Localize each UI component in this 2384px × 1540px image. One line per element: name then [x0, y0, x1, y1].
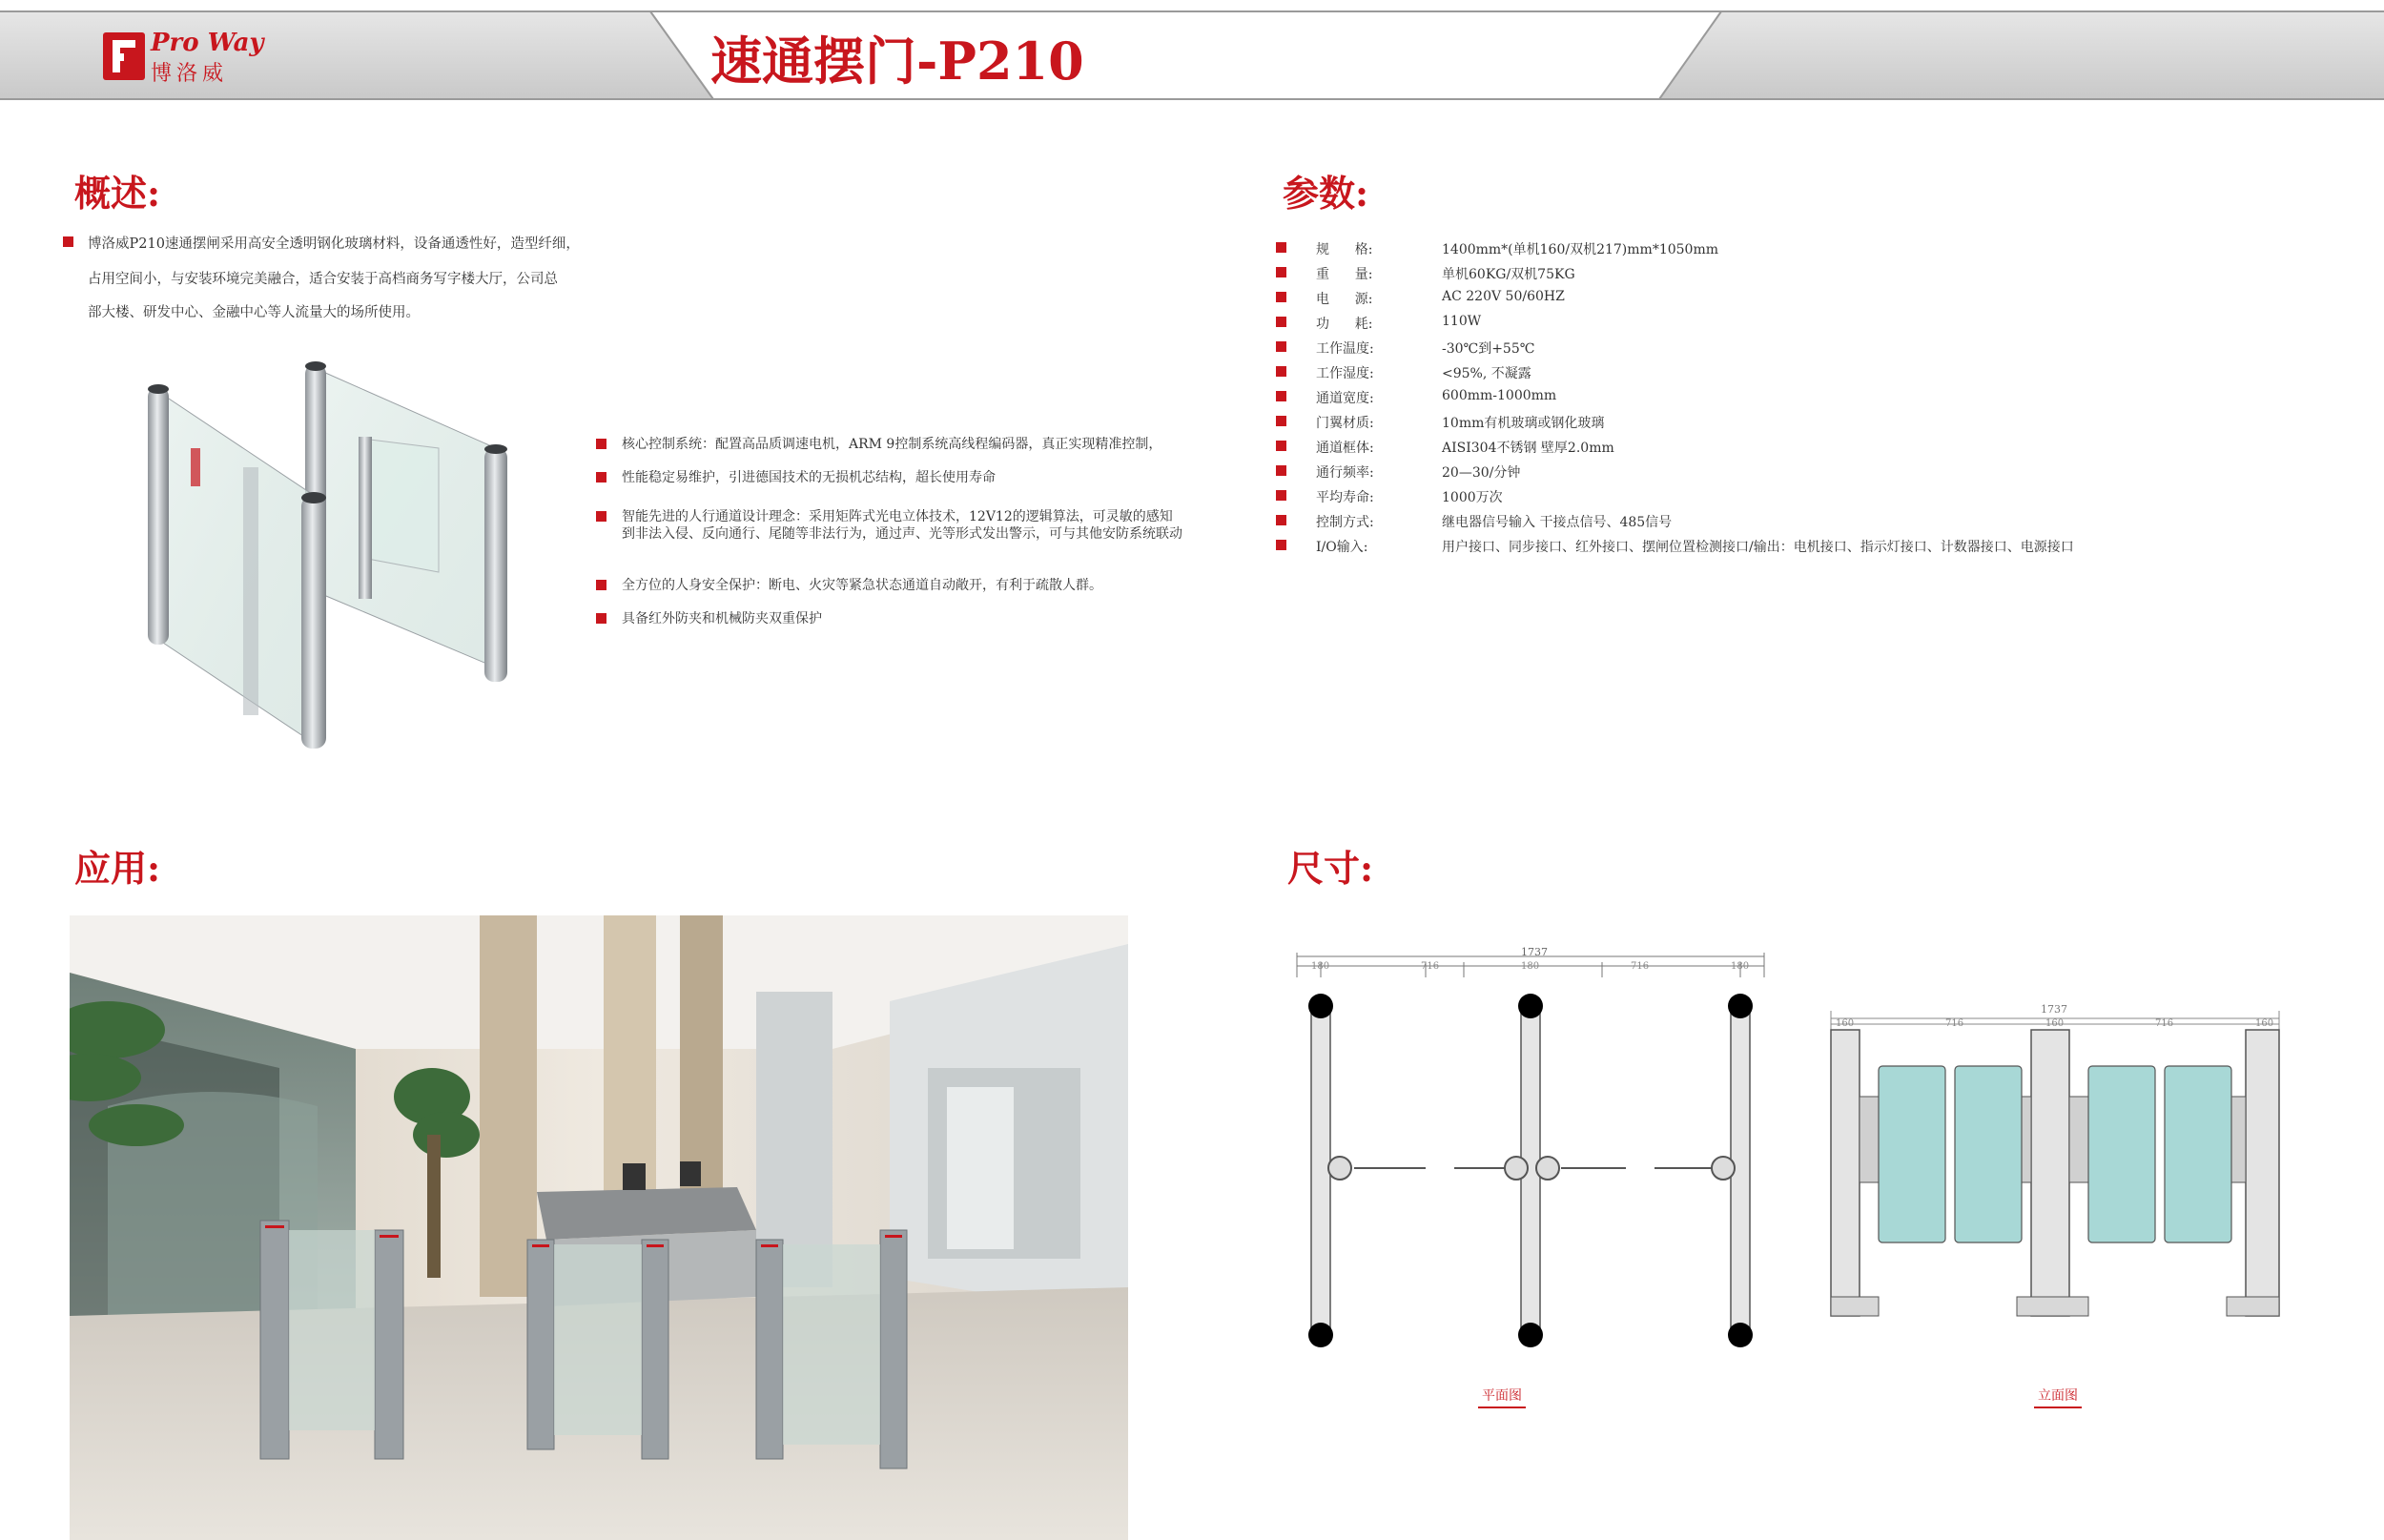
plan-dimension: 716 — [1421, 961, 1440, 972]
param-value: AISI304不锈钢 壁厚2.0mm — [1442, 441, 1614, 456]
elev-dimension: 160 — [2255, 1018, 2274, 1029]
bullet-icon — [1276, 317, 1286, 327]
param-label: 重 量: — [1316, 267, 1373, 282]
application-heading: 应用: — [74, 847, 161, 890]
bullet-icon — [1276, 391, 1286, 401]
plan-dimension: 180 — [1731, 961, 1750, 972]
header-banner — [0, 0, 2384, 105]
bullet-icon — [1276, 441, 1286, 451]
param-label: 通道宽度: — [1316, 391, 1374, 406]
plan-total-dimension: 1737 — [1521, 946, 1548, 958]
param-value: 单机60KG/双机75KG — [1442, 267, 1575, 282]
elev-dimension: 716 — [2155, 1018, 2174, 1029]
plan-view-caption: 平面图 — [1478, 1386, 1526, 1408]
param-label: 工作温度: — [1316, 341, 1374, 357]
bullet-icon — [1276, 267, 1286, 277]
product-image — [134, 353, 534, 753]
brand-name-en: Pro Way — [151, 29, 264, 57]
elev-dimension: 716 — [1945, 1018, 1964, 1029]
elev-dimension: 160 — [2045, 1018, 2065, 1029]
param-label: 平均寿命: — [1316, 490, 1374, 505]
param-label: 通道框体: — [1316, 441, 1374, 456]
feature-item: 具备红外防夹和机械防夹双重保护 — [622, 611, 822, 626]
param-label: I/O输入: — [1316, 540, 1368, 555]
bullet-icon — [596, 439, 606, 449]
bullet-icon — [1276, 515, 1286, 525]
feature-item: 智能先进的人行通道设计理念：采用矩阵式光电立体技术，12V12的逻辑算法，可灵敏的感知到非法入侵、反向通行、尾随等非法行为，通过声、光等形式发出警示，可与其他安防系统联动 — [622, 509, 1182, 542]
overview-line: 占用空间小，与安装环境完美融合，适合安装于高档商务写字楼大厅，公司总 — [88, 272, 558, 287]
param-value: <95%, 不凝露 — [1442, 366, 1531, 381]
bullet-icon — [1276, 292, 1286, 302]
param-label: 规 格: — [1316, 242, 1373, 257]
elevation-view-drawing — [1826, 1001, 2284, 1325]
brand-logo-icon — [103, 32, 145, 80]
param-label: 门翼材质: — [1316, 416, 1374, 431]
bullet-icon — [1276, 540, 1286, 550]
bullet-icon — [1276, 341, 1286, 352]
param-value: AC 220V 50/60HZ — [1442, 289, 1565, 304]
param-value: 110W — [1442, 314, 1482, 329]
dimensions-heading: 尺寸: — [1287, 847, 1374, 890]
param-value: 600mm-1000mm — [1442, 388, 1557, 403]
bullet-icon — [1276, 465, 1286, 476]
param-value: 1000万次 — [1442, 490, 1503, 505]
plan-view-drawing — [1292, 939, 1788, 1378]
bullet-icon — [1276, 490, 1286, 501]
bullet-icon — [596, 580, 606, 590]
overview-line: 博洛威P210速通摆闸采用高安全透明钢化玻璃材料，设备通透性好，造型纤细， — [88, 236, 580, 252]
bullet-icon — [1276, 366, 1286, 377]
bullet-icon — [1276, 242, 1286, 253]
brand-name-cn: 博洛威 — [151, 62, 229, 86]
elev-dimension: 160 — [1836, 1018, 1855, 1029]
param-value: -30℃到+55℃ — [1442, 341, 1535, 357]
feature-item: 核心控制系统：配置高品质调速电机，ARM 9控制系统高线程编码器，真正实现精准控制， — [622, 437, 1162, 452]
bullet-icon — [1276, 416, 1286, 426]
param-value: 继电器信号输入 干接点信号、485信号 — [1442, 515, 1673, 530]
bullet-icon — [596, 613, 606, 624]
plan-dimension: 716 — [1631, 961, 1650, 972]
overview-line: 部大楼、研发中心、金融中心等人流量大的场所使用。 — [88, 305, 420, 320]
page-title: 速通摆门-P210 — [710, 31, 1084, 92]
param-value: 10mm有机玻璃或钢化玻璃 — [1442, 416, 1605, 431]
feature-item: 性能稳定易维护，引进德国技术的无损机芯结构，超长使用寿命 — [622, 470, 996, 485]
plan-dimension: 180 — [1311, 961, 1330, 972]
param-label: 功 耗: — [1316, 317, 1373, 332]
bullet-icon — [596, 472, 606, 483]
bullet-icon — [596, 511, 606, 522]
param-value: 1400mm*(单机160/双机217)mm*1050mm — [1442, 242, 1718, 257]
overview-heading: 概述: — [74, 172, 161, 215]
param-label: 通行频率: — [1316, 465, 1374, 481]
params-heading: 参数: — [1283, 172, 1369, 215]
param-label: 电 源: — [1316, 292, 1373, 307]
elevation-view-caption: 立面图 — [2034, 1386, 2082, 1408]
param-label: 工作湿度: — [1316, 366, 1374, 381]
application-photo — [70, 915, 1128, 1540]
param-label: 控制方式: — [1316, 515, 1374, 530]
param-value: 20—30/分钟 — [1442, 465, 1521, 481]
feature-item: 全方位的人身安全保护：断电、火灾等紧急状态通道自动敞开，有利于疏散人群。 — [622, 578, 1102, 593]
plan-dimension: 180 — [1521, 961, 1540, 972]
param-value: 用户接口、同步接口、红外接口、摆闸位置检测接口/输出：电机接口、指示灯接口、计数器接口、电源接口 — [1442, 540, 2074, 555]
elev-total-dimension: 1737 — [2041, 1003, 2067, 1016]
bullet-icon — [63, 236, 73, 247]
page-header — [0, 0, 2384, 105]
